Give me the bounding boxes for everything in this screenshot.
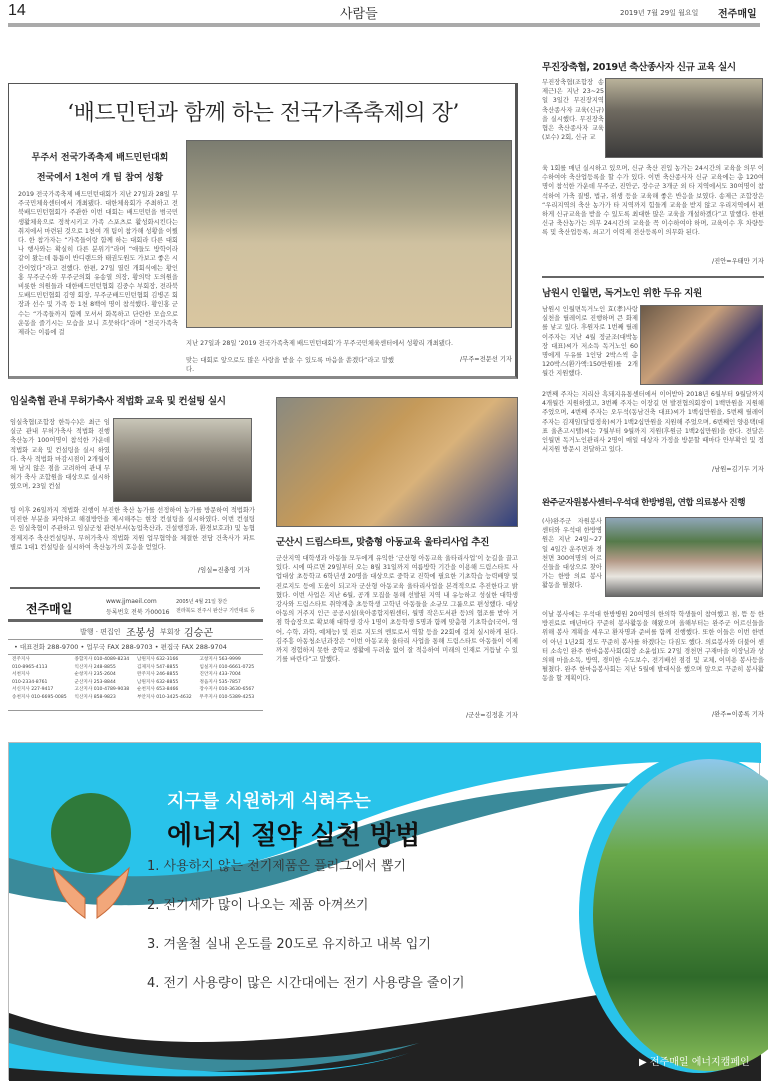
imsil-headline: 임실축협 관내 무허가축사 적법화 교육 및 컨설팅 실시 (10, 396, 226, 407)
badminton-photo (186, 140, 512, 328)
main-subhead: 무주서 전국가족축제 배드민턴대회 (31, 153, 169, 163)
mujinjang-body: 무진장축협(조합장 송제근)은 지난 23~25일 3일간 무진장지역 축산종사자 교육(신규)을 실시했다. 무진장축협은 축산종사자 교육(보수) 2회, 신규 교 (542, 79, 604, 142)
masthead-logo: 전주매일 (26, 602, 73, 616)
branch-contact: 남원지사 632-8855 (137, 679, 179, 685)
branch-contact: 김제지사 547-8855 (137, 664, 179, 670)
main-article-body: 2019 전국가족축제 배드민턴대회가 지난 27일과 28일 무주국민체육센터에서 개최됐다. 대한체육회가 주최하고 전북배드민턴협회가 주관한 이번 대회는 배드민턴을 범국민 생활체육으로 정착시키고 가족 스포츠로 활성화시킨다는 취지에서 마련된 것으로 1천여 개 팀이 참가해 성황을 이뤘다. 한 참가자는 “가족들이랑 함께 하는 대회라 다른 대회나 행사와는 확실히 다른 분위기”라며 “애들도 방학이라 같이 왔는데 틈틈이 반디랜드와 태권도원도 가보고 좋은 시간이었다”라고 전했다. 한편, 27일 열린 개회식에는 황인홍 무주군수와 무주군의회 유송열 의장, 황의탁 도의원을 비롯한 의원들과 대한배드민턴협회 김중수 부회장, 전라북도배드민턴협회 김영 회장, 무주군배드민턴협회 김병곤 회장과 선수 및 가족 등 1천 8백여 명이 참석했다. 황인홍 군수는 “가족들까지 함께 모셔서 화목하고 단란한 모습으로 운동을 즐기시는 모습을 보니 흐뭇하다”라며 “전국가족축제라는 이름에 걸 (18, 191, 178, 337)
imsil-photo (113, 418, 252, 502)
branch-contact: 임실지사 010-6661-0725 (199, 664, 255, 670)
branch-contact: 완주지사 246-8855 (137, 672, 179, 677)
branch-contact: 장수지사 010-3630-6567 (199, 687, 255, 692)
energy-tips-list (147, 859, 465, 1015)
masthead-registration: 등록번호 전북 가00016 (106, 609, 170, 616)
mujinjang-headline: 무진장축협, 2019년 축산종사자 신규 교육 실시 (542, 62, 736, 73)
gunsan-headline: 군산시 드림스타트, 맞춤형 아동교육 울타리사업 추진 (276, 537, 490, 548)
energy-tip: 2. 전기세가 많이 나오는 제품 아껴쓰기 (147, 898, 369, 913)
namwon-photo (640, 305, 763, 385)
branch-list (12, 657, 262, 701)
mujinjang-byline: /진안=우태만 기자 (712, 258, 764, 265)
masthead-founded: 2005년 4월 21일 창간 (176, 599, 228, 605)
branch-contact: 순창지사 235-2604 (74, 672, 116, 677)
branch-contact: 서신지사 227-9417 (12, 687, 54, 692)
vice-name: 김승곤 (184, 628, 213, 639)
branch-contact: 순천지사 653-8466 (137, 687, 179, 692)
header-divider (8, 23, 760, 27)
energy-campaign-ad (8, 742, 760, 1080)
branch-contact: 고산지사 010-4789-9038 (74, 687, 130, 692)
imsil-body: 임실축협(조합장 한득수)은 최근 임실군 관내 무허가축사 적법화 진행 축산농가 100여명이 참석한 가운데 적법화 교육 및 컨설팅을 실시 하였다. 축사 적법화 마감시점이 2개월이 채 남지 않은 점을 고려하여 관내 무허가 축사 조합원을 대상으로 실시하였으며, 23일 컨설 (10, 419, 110, 491)
page-number: 14 (8, 2, 26, 19)
branch-contact: 남원지사 632-3166 (137, 657, 179, 662)
campaign-name: 전주매일 에너지캠페인 (649, 1057, 750, 1068)
branch-contact: 정읍지사 535-7857 (199, 679, 241, 685)
main-article-tail: 맞는 대회로 앞으로도 많은 사랑을 받을 수 있도록 마음을 쏟겠다”라고 말했다. (186, 357, 394, 374)
namwon-body: 남원시 인월면독거노인 효(孝)사랑 실천을 릴레이로 진행하며 큰 화제를 낳고 있다. 후원자로 1번째 릴레이주자는 지난 4월 정균조(대박농장 대표)씨가 저소득 독거노인 60명에게 두유를 1인당 2박스씩 총 120박스(환가액:150만원)를 2개월간 지원했다. (542, 306, 638, 378)
masthead-box (8, 592, 263, 715)
ad-title-line2: 에너지 절약 실천 방법 (167, 821, 421, 851)
imsil-byline: /임실=진충영 기자 (198, 567, 250, 574)
branch-contact: 종합지사 010-4089-8234 (74, 657, 130, 662)
main-subhead-2: 전국에서 1천여 개 팀 참여 성황 (36, 173, 164, 183)
mujinjang-body-cont: 육 1회를 매년 실시하고 있으며, 신규 축산 진입 농가는 24시간의 교육을 의무 이수하여야 축산업등록을 할 수가 있다. 이번 축산종사자 신규 교육에는 총 120여명이 참석한 가운데 무주군, 진안군, 장수군 3개군 외 타 지역에서도 30여명이 참석하여 가축 질병, 법규, 위생 등을 교육해 좋은 반응을 보였다. 송제근 조합장은 “우리지역의 축산 농가가 타 지역까지 힘들게 교육을 받지 않고 우리지역에서 편하게 신규교육을 받을 수 있도록 최대한 많은 교육을 개설하겠다”고 말했다. 한편 신규 축산농가는 의무 24시간의 교육을 꼭 이수하여야 하며, 교육이수 후 차량등록 및 축산업등록, 쇠고기 이력제 전산등록이 의무화 된다. (542, 165, 764, 237)
namwon-headline: 남원시 인월면, 독거노인 위한 두유 지원 (542, 288, 702, 299)
branch-contact: 서천지사 (12, 672, 30, 677)
wanju-body-cont: 이날 봉사에는 우석대 한방병원 20여명의 한의학 학생들이 참여했고 침, 뜸 등 한방진료로 매년마다 꾸준히 봉사활동을 해왔으며 올해부터는 완주군 어르신들을 위해 봉사 계획을 세우고 환자명과 준비를 함께 진행했다. 또한 이들은 이번 한번이 아닌 1년2회 정도 꾸준히 봉사를 하겠다는 다짐도 했다. 의료봉사와 더불어 센터 소속인 완주 한마음봉사회(회장 소윤섭)도 27일 경천면 구재마을 이장님과 상의해 마을소독, 방역, 경미한 수도보수, 전기배선 점검 및 교체, 이미용 봉사등을 펼쳤다. 완주 한마음봉사회는 지난 5월에 발대식을 했으며 앞으로 꾸준히 봉사활동을 할 계획이다. (542, 611, 764, 683)
branch-contact: 전주지사 (12, 657, 30, 662)
branch-contact: 고창지사 563-9999 (199, 657, 241, 662)
newspaper-brand: 전주매일 (718, 9, 757, 20)
section-title: 사람들 (340, 7, 378, 22)
phone-numbers: • 대표전화 288-9700 • 업무국 FAX 288-9703 • 편집국 FAX 288-9704 (14, 643, 227, 651)
branch-contact: 부안지사 010-3425-4632 (137, 694, 192, 700)
branch-contact: 송천지사 010-6695-0085 (12, 694, 67, 700)
main-byline: /무주=전문선 기자 (460, 356, 512, 363)
ad-title-line1: 지구를 시원하게 식혀주는 (167, 791, 371, 812)
gunsan-byline: /군산=김정훈 기자 (466, 712, 518, 719)
energy-tip: 4. 전기 사용량이 많은 시간대에는 전기 사용량을 줄이기 (147, 976, 465, 991)
branch-contact: 010-8965-4113 (12, 664, 48, 670)
wanju-byline: /완주=이종록 기자 (712, 711, 764, 718)
earth-globe-icon (51, 793, 131, 873)
gunsan-body: 군산지역 대학생과 아동들 모두에게 유익한 ‘군산형 아동교육 울타리사업’이 눈길을 끌고 있다. 시에 따르면 29일부터 오는 8월 31일까지 여름방학 기간을 이용해 드림스타트 사업대상 초등학교 6학년생 20명을 대상으로 중학교 진학에 필요한 기초학습 능력배양 및 진로지도 등에 도움이 되고자 군산형 아동교육 울타리사업을 본격적으로 추진한다고 밝혔다. 이번 사업은 지난 6월, 공개 모집을 통해 선발된 지역 내 유능하고 성실한 대학생 강사와 드림스타트 취약계층 초등학생 고학년 아동들을 소규모 그룹으로 편성했다. 대상 아동의 거주지 인근 공공시설(육아종합지원센터, 월명 작은도서관 등)의 협조를 받아 거점 학습장으로 확보해 대학생 강사 1명이 초등학생 5명과 함께 맞춤형 기초학습(국어, 영어, 수학, 과학, 예체능) 및 진로 지도의 멘토로서 역할 등을 22회에 걸쳐 실시하게 된다. 김주흥 아동청소년과장은 “이번 아동교육 울타리 사업을 통해 드림스타트 아동들이 이제까지 경험하지 못한 중학교 생활에 두려움 없이 잘 적응하여 미래의 인재로 거듭날 수 있기를 바란다”고 말했다. (276, 555, 518, 664)
wanju-body: (사)완주군 자원봉사센터와 우석대 한방병원은 지난 24일~27일 4일간 운주면과 경천면 300여명의 어르신들을 대상으로 찾아가는 한방 의료 봉사활동을 펼쳤다. (542, 518, 602, 590)
wanju-headline: 완주군자원봉사센터-우석대 한방병원, 연합 의료봉사 진행 (542, 498, 746, 508)
gunsan-photo (276, 397, 518, 527)
main-headline: ‘배드민턴과 함께 하는 전국가족축제의 장’ (67, 101, 459, 126)
photo-caption: 지난 27일과 28일 ‘2019 전국가족축제 배드민턴대회’가 무주국민체육센터에서 성황리 개최됐다. (186, 340, 453, 347)
mujinjang-photo (605, 78, 763, 158)
branch-contact: 익산지사 248-8855 (74, 664, 116, 670)
branch-contact: 진안지사 433-7004 (199, 672, 241, 677)
branch-contact: 익산지사 858-9823 (74, 694, 116, 700)
section-divider (10, 587, 260, 589)
section-divider (542, 276, 764, 278)
publisher-name: 조봉성 (126, 628, 155, 639)
wanju-photo (605, 517, 763, 597)
namwon-body-cont: 2번째 주자는 지리산 흑돼지유통센터에서 이어받아 2018년 6월부터 9월달까지 4개월간 지원하였고, 3번째 주자는 이장길 면 발전협의회장이 1백만원을 지원해 주었으며, 4번째 주자는 오두석(동남건축 대표)씨가 1백십만원을, 5번째 릴레이 주자는 김재임(달림정육)씨가 1백2십만원을 지원해 주었으며, 6번째인 양용택(대표 울촌고시텔)씨는 7월부터 9월까지 지원(후원금 1백2십만원)을 한다. 전달은 인월면 독거노인관리사 2명이 매일 대상자 가정을 방문할 때마다 안부확인 및 정서지원 방문시 전달하고 있다. (542, 391, 764, 454)
branch-contact: 010-2334-8761 (12, 679, 48, 685)
masthead-url: www.jjmaeil.com (106, 598, 157, 605)
vice-label: 부회장 (160, 628, 181, 636)
campaign-label: ▶ 전주매일 에너지캠페인 (639, 1057, 750, 1068)
branch-contact: 군산지사 253-8844 (74, 679, 116, 685)
namwon-byline: /남원=김기두 기자 (712, 466, 764, 473)
imsil-body-cont: 팅 이후 26일까지 적법화 진행이 부진한 축산 농가를 선정하여 농가를 방문하여 적법화가 미진한 부분을 파악하고 해결방안을 제시해주는 현장 컨설팅을 실시하였다. 이번 컨설팅은 임실축협이 주관하고 임실군청 관련부서(농업축산과, 건설행정과, 환경보호과) 및 농협경제지주 축산컨설팅부, 무허가축사 적법화 지원 업무협약을 체결한 전담 건축사가 파트별로 1대1 컨설팅을 실시하여 축산농가의 호응을 얻었다. (10, 507, 255, 551)
masthead-address: 전라북도 전주시 완산구 기린대로 등 (176, 608, 255, 614)
energy-tip: 3. 겨울철 실내 온도를 20도로 유지하고 내복 입기 (147, 937, 431, 952)
energy-tip: 1. 사용하지 않는 전기제품은 플러그에서 뽑기 (147, 859, 407, 874)
issue-date: 2019년 7월 29일 월요일 (620, 9, 699, 17)
branch-contact: 무주지사 010-5389-4253 (199, 694, 255, 700)
publisher-label: 발행 · 편집인 (80, 628, 121, 636)
